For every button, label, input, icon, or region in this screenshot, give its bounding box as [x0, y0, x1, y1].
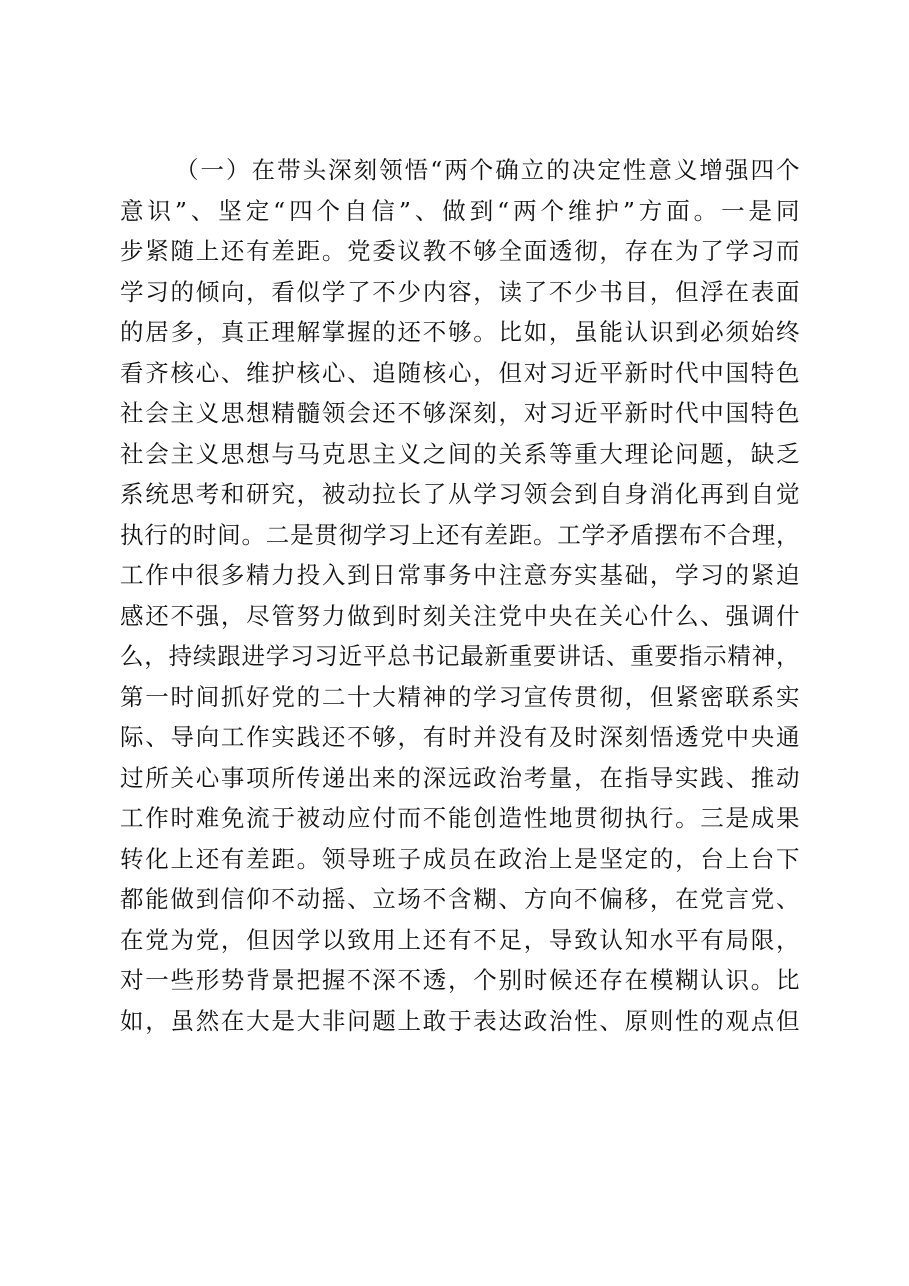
paragraph-line: 看齐核心、维护核心、追随核心，但对习近平新时代中国特色 [120, 358, 800, 387]
paragraph-line: （一）在带头深刻领悟“两个确立的决定性意义增强四个 [175, 156, 800, 184]
paragraph-line: 际、导向工作实践还不够，有时并没有及时深刻悟透党中央通 [120, 723, 800, 751]
paragraph-line: 都能做到信仰不动摇、立场不含糊、方向不偏移，在党言党、 [120, 885, 800, 913]
paragraph-line: 学习的倾向，看似学了不少内容，读了不少书目，但浮在表面 [120, 277, 800, 306]
paragraph-line: 执行的时间。二是贯彻学习上还有差距。工学矛盾摆布不合理， [120, 520, 800, 549]
body-paragraph [120, 150, 800, 1041]
paragraph-line: 社会主义思想与马克思主义之间的关系等重大理论问题，缺乏 [120, 439, 800, 468]
paragraph-line: 转化上还有差距。领导班子成员在政治上是坚定的，台上台下 [120, 844, 800, 873]
paragraph-line: 么，持续跟进学习习近平总书记最新重要讲话、重要指示精神， [120, 642, 800, 670]
paragraph-line: 社会主义思想精髓领会还不够深刻，对习近平新时代中国特色 [120, 399, 800, 427]
paragraph-line: 的居多，真正理解掌握的还不够。比如，虽能认识到必须始终 [120, 318, 800, 346]
paragraph-line: 在党为党，但因学以致用上还有不足，导致认知水平有局限， [120, 925, 800, 954]
paragraph-line: 感还不强，尽管努力做到时刻关注党中央在关心什么、强调什 [120, 601, 800, 630]
paragraph-line: 如，虽然在大是大非问题上敢于表达政治性、原则性的观点但 [120, 1006, 800, 1035]
paragraph-line: 步紧随上还有差距。党委议教不够全面透彻，存在为了学习而 [120, 237, 800, 265]
paragraph-line: 工作时难免流于被动应付而不能创造性地贯彻执行。三是成果 [120, 804, 800, 832]
paragraph-line: 对一些形势背景把握不深不透，个别时候还存在模糊认识。比 [120, 966, 800, 994]
paragraph-line: 第一时间抓好党的二十大精神的学习宣传贯彻，但紧密联系实 [120, 682, 800, 711]
paragraph-line: 意识”、坚定“四个自信”、做到“两个维护”方面。一是同 [120, 196, 800, 225]
paragraph-line: 系统思考和研究，被动拉长了从学习领会到自身消化再到自觉 [120, 480, 800, 508]
paragraph-line: 工作中很多精力投入到日常事务中注意夯实基础，学习的紧迫 [120, 561, 800, 589]
paragraph-line: 过所关心事项所传递出来的深远政治考量，在指导实践、推动 [120, 763, 800, 792]
